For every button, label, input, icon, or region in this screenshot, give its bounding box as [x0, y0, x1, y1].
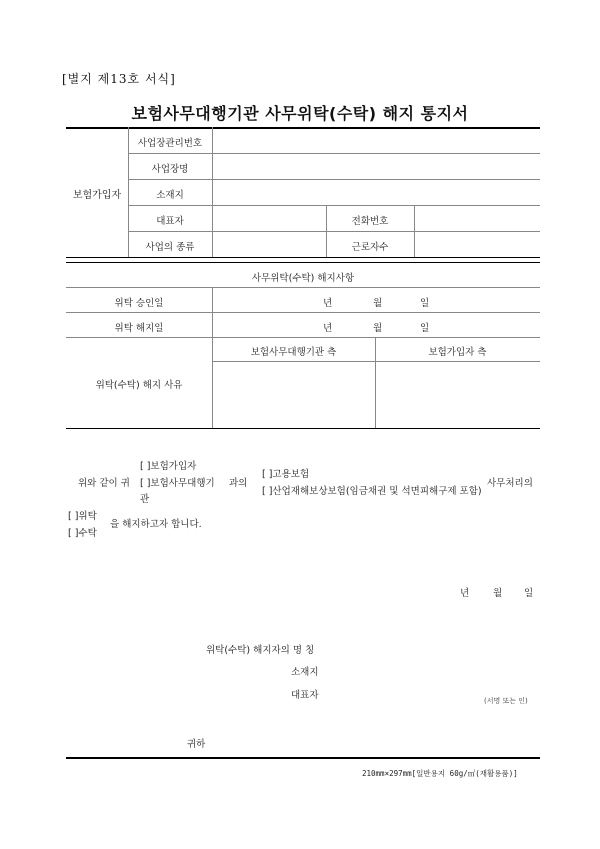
checkbox-employment-insurance[interactable]: [ ]고용보험 [262, 469, 310, 480]
label-representative: 대표자 [156, 216, 184, 227]
label-phone: 전화번호 [351, 216, 389, 227]
paper-spec-footer: 210mm×297mm[일반용지 60g/㎡(재활용품)] [362, 769, 518, 778]
form-number: [별지 제13호 서식] [62, 72, 176, 86]
date-day-label: 일 [524, 588, 534, 599]
recipient-label: 귀하 [187, 739, 206, 750]
termination-month-label: 월 [373, 323, 383, 334]
date-month-label: 월 [493, 588, 503, 599]
workers-field[interactable] [415, 232, 540, 257]
address-field[interactable] [213, 180, 540, 205]
statement-suffix: 을 해지하고자 합니다. [110, 519, 202, 530]
sign-or-seal-note: (서명 또는 인) [484, 697, 528, 705]
approval-day-label: 일 [420, 298, 430, 309]
label-mgmt-number: 사업장관리번호 [137, 138, 203, 149]
label-address: 소재지 [156, 190, 184, 201]
checkbox-accept[interactable]: [ ]수탁 [68, 528, 97, 539]
reason-agency-field[interactable] [213, 362, 375, 428]
agency-label-wrap: 관 [140, 494, 150, 505]
date-year-label: 년 [460, 588, 470, 599]
label-approval-date: 위탁 승인일 [114, 298, 164, 309]
representative-field[interactable] [213, 206, 326, 231]
mgmt-number-field[interactable] [213, 128, 540, 153]
divider [66, 337, 540, 338]
label-business-type: 사업의 종류 [145, 242, 195, 253]
termination-year-label: 년 [323, 323, 333, 334]
label-workers: 근로자수 [351, 242, 389, 253]
divider [66, 428, 540, 429]
checkbox-insured[interactable]: [ ]보험가입자 [140, 461, 197, 472]
checkbox-agency[interactable]: [ ]보험사무대행기 [140, 478, 215, 489]
label-reason: 위탁(수탁) 해지 사유 [95, 380, 183, 391]
signer-rep-label: 대표자 [291, 690, 319, 701]
section-heading: 사무위탁(수탁) 해지사항 [251, 273, 355, 284]
divider [66, 262, 540, 263]
reason-col-insured: 보험가입자 측 [428, 347, 487, 358]
approval-month-label: 월 [373, 298, 383, 309]
phone-field[interactable] [415, 206, 540, 231]
reason-insured-field[interactable] [376, 362, 540, 428]
checkbox-industrial-insurance[interactable]: [ ]산업재해보상보험(임금채권 및 석면피해구제 포함) [262, 486, 482, 497]
termination-day-label: 일 [420, 323, 430, 334]
particle-label: 과의 [229, 478, 248, 489]
label-termination-date: 위탁 해지일 [114, 323, 164, 334]
signer-name-label: 위탁(수탁) 해지자의 명 칭 [206, 645, 315, 656]
insured-group-label: 보험가입자 [72, 190, 122, 201]
approval-year-label: 년 [323, 298, 333, 309]
reason-col-agency: 보험사무대행기관 측 [250, 347, 337, 358]
signer-address-label: 소재지 [291, 667, 319, 678]
statement-prefix: 위와 같이 귀 [78, 478, 130, 489]
checkbox-entrust[interactable]: [ ]위탁 [68, 511, 97, 522]
divider [66, 257, 540, 258]
business-type-field[interactable] [213, 232, 326, 257]
business-name-field[interactable] [213, 154, 540, 179]
label-business-name: 사업장명 [151, 164, 189, 175]
office-work-label: 사무처리의 [487, 478, 533, 489]
page-bottom-border [66, 757, 540, 759]
form-title: 보험사무대행기관 사무위탁(수탁) 해지 통지서 [131, 104, 469, 123]
